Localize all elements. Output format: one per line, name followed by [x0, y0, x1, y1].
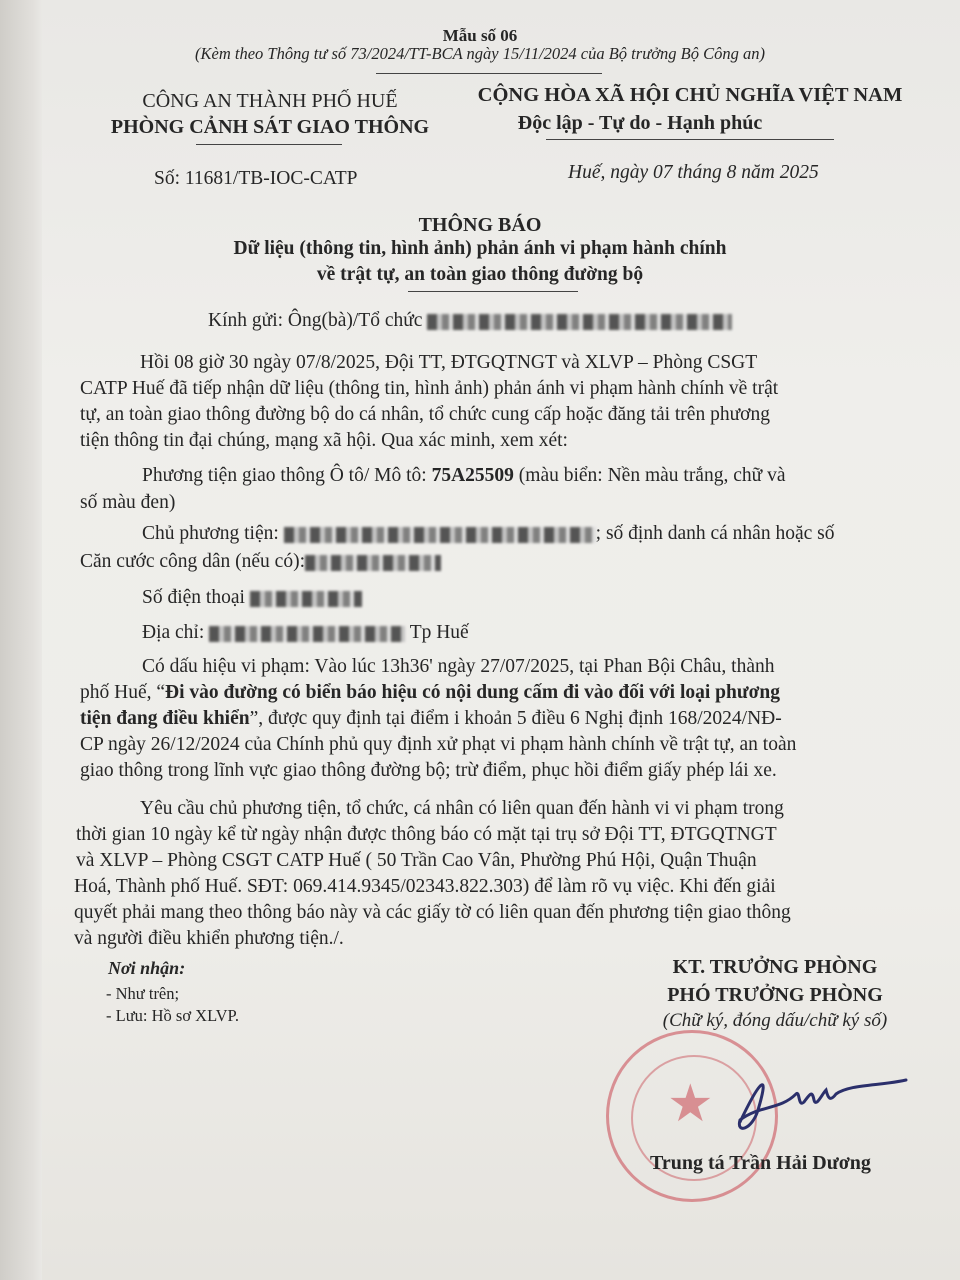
document-subtitle-1: Dữ liệu (thông tin, hình ảnh) phản ánh vi phạm hành chính: [233, 238, 727, 259]
violation-line-4: CP ngày 26/12/2024 của Chính phủ quy định xử phạt vi phạm hành chính về trật tự, an toàn: [80, 734, 797, 755]
agency-underline: [196, 144, 342, 145]
recipients-item-1: - Như trên;: [106, 984, 180, 1003]
address-city: Tp Huế: [409, 622, 469, 643]
violation-legal-basis: ”, được quy định tại điểm i khoản 5 điều 6 Nghị định 168/2024/NĐ-: [249, 708, 782, 729]
violation-line-5: giao thông trong lĩnh vực giao thông đường bộ; trừ điểm, phục hồi điểm giấy phép lái xe.: [80, 760, 777, 781]
redacted-phone: [250, 591, 362, 607]
form-underline: [376, 73, 602, 74]
request-line-1: Yêu cầu chủ phương tiện, tổ chức, cá nhân có liên quan đến hành vi vi phạm trong: [140, 798, 784, 819]
owner-line: [142, 521, 835, 548]
document-title: THÔNG BÁO: [418, 214, 542, 236]
request-line-5: quyết phải mang theo thông báo này và các giấy tờ có liên quan đến phương tiện giao thông: [74, 902, 791, 923]
redacted-address: [209, 626, 405, 642]
agency-name: PHÒNG CẢNH SÁT GIAO THÔNG: [110, 116, 430, 138]
intro-line-1: Hồi 08 giờ 30 ngày 07/8/2025, Đội TT, ĐTGQTNGT và XLVP – Phòng CSGT: [140, 352, 758, 373]
vehicle-label: Phương tiện giao thông Ô tô/ Mô tô:: [142, 465, 432, 486]
place-date: Huế, ngày 07 tháng 8 năm 2025: [568, 162, 819, 183]
cccd-line: [80, 549, 441, 576]
phone-label: Số điện thoại: [142, 587, 245, 608]
intro-line-2: CATP Huế đã tiếp nhận dữ liệu (thông tin, hình ảnh) phản ánh vi phạm hành chính về trật: [80, 378, 779, 399]
document-subtitle-2: về trật tự, an toàn giao thông đường bộ: [316, 264, 644, 285]
stamp-star-icon: ★: [667, 1076, 714, 1133]
owner-label: Chủ phương tiện:: [142, 523, 279, 544]
title-underline: [408, 291, 578, 292]
plate-color: (màu biển: Nền màu trắng, chữ và: [513, 465, 786, 486]
violation-line-1: Có dấu hiệu vi phạm: Vào lúc 13h36' ngày 27/07/2025, tại Phan Bội Châu, thành: [142, 656, 775, 677]
recipient-line: [208, 310, 732, 332]
agency-parent: CÔNG AN THÀNH PHỐ HUẾ: [142, 90, 398, 112]
plate-color-line-2: số màu đen): [80, 492, 176, 513]
owner-id-label: ; số định danh cá nhân hoặc số: [595, 523, 835, 544]
redacted-recipient: [427, 314, 732, 330]
violation-line-3: [80, 706, 782, 733]
signer-name: Trung tá Trần Hải Dương: [650, 1152, 871, 1174]
nation-motto: Độc lập - Tự do - Hạnh phúc: [517, 112, 763, 134]
cccd-label: Căn cước công dân (nếu có):: [80, 551, 306, 572]
intro-line-4: tiện thông tin đại chúng, mạng xã hội. Qua xác minh, xem xét:: [80, 430, 568, 451]
nation-title: CỘNG HÒA XÃ HỘI CHỦ NGHĨA VIỆT NAM: [477, 84, 903, 106]
document-number: Số: 11681/TB-IOC-CATP: [154, 168, 358, 189]
redacted-owner-name: [284, 527, 596, 543]
violation-description: Đi vào đường có biển báo hiệu có nội dung cấm đi vào đối với loại phương: [165, 682, 780, 703]
address-line: [142, 620, 469, 647]
underlying-page-edge: [0, 0, 42, 1280]
motto-underline: [546, 139, 834, 140]
recipient-label: Kính gửi: Ông(bà)/Tổ chức: [208, 310, 423, 331]
violation-description-end: tiện đang điều khiển: [80, 708, 250, 729]
violation-location-end: phố Huế, “: [80, 682, 166, 703]
request-line-3: và XLVP – Phòng CSGT CATP Huế ( 50 Trần Cao Vân, Phường Phú Hội, Quận Thuận: [76, 850, 757, 871]
violation-line-2: [80, 680, 780, 707]
signature-note: (Chữ ký, đóng dấu/chữ ký số): [662, 1010, 888, 1031]
address-label: Địa chỉ:: [142, 622, 205, 643]
request-line-6: và người điều khiển phương tiện./.: [74, 928, 344, 949]
redacted-cccd: [305, 555, 441, 571]
intro-line-3: tự, an toàn giao thông đường bộ do cá nhân, tổ chức cung cấp hoặc đăng tải trên phương: [80, 404, 770, 425]
handwritten-signature: [700, 1050, 920, 1160]
recipients-label: Nơi nhận:: [108, 958, 186, 978]
form-reference: (Kèm theo Thông tư số 73/2024/TT-BCA ngày 15/11/2024 của Bộ trưởng Bộ Công an): [195, 44, 765, 63]
phone-line: [142, 585, 362, 612]
recipients-item-2: - Lưu: Hồ sơ XLVP.: [106, 1006, 240, 1025]
signer-title-2: PHÓ TRƯỞNG PHÒNG: [667, 984, 883, 1006]
vehicle-line: [142, 463, 785, 490]
request-line-2: thời gian 10 ngày kể từ ngày nhận được thông báo có mặt tại trụ sở Đội TT, ĐTGQTNGT: [76, 824, 777, 845]
form-number: Mẫu số 06: [442, 26, 518, 45]
signer-title-1: KT. TRƯỞNG PHÒNG: [672, 956, 878, 978]
vehicle-plate: 75A25509: [431, 465, 514, 486]
request-line-4: Hoá, Thành phố Huế. SĐT: 069.414.9345/02343.822.303) để làm rõ vụ việc. Khi đến giải: [74, 876, 776, 897]
